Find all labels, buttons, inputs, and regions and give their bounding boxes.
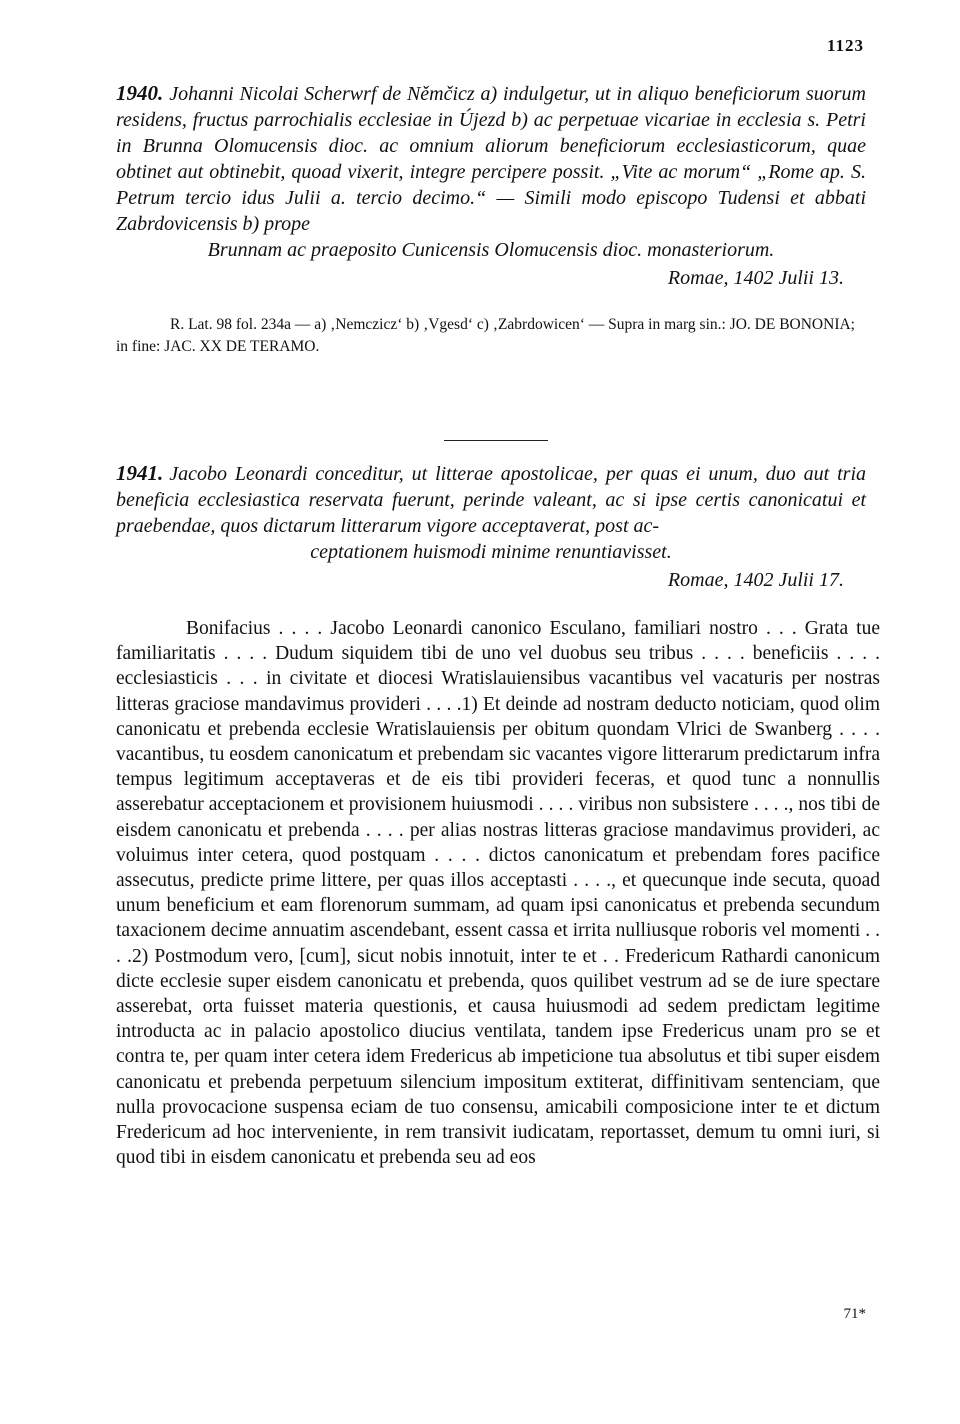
entry-1941 <box>116 460 866 592</box>
entry-heading-tail: Brunnam ac praeposito Cunicensis Olomucensis dioc. monasteriorum. <box>207 239 775 261</box>
entry-heading-text: Jacobo Leonardi conceditur, ut litterae apostolicae, per quas ei unum, duo aut tria beneficia ecclesiastica reservata fuerunt, perinde valeant, ac si ipse certis canonicatui et praebendae, quos dictarum litterarum vigore acceptaverat, post ac- <box>116 463 866 537</box>
entry-number: 1941. <box>116 461 164 485</box>
entry-heading-tail: ceptationem huismodi minime renuntiavisset. <box>310 541 672 563</box>
entry-heading-text: Johanni Nicolai Scherwrf de Němčicz a) indulgetur, ut in aliquo beneficiorum suorum residens, fructus parrochialis ecclesiae in Újezd b) ac perpetuae vicariae in ecclesia s. Petri in Brunna Olomucensis dioc. ac omnium aliorum beneficiorum ecclesiasticorum, quae obtinet aut obtinebit, quoad vixerit, integre percipere possit. „Vite ac morum“ „Rome ap. S. Petrum tercio idus Julii a. tercio decimo.“ — Simili modo episcopo Tudensi et abbati Zabrdovicensis b) prope <box>116 83 866 235</box>
signature-mark: 71* <box>843 1306 866 1322</box>
entry-1940 <box>116 80 866 358</box>
entry-heading <box>116 460 866 539</box>
section-divider <box>444 440 548 441</box>
entry-date: Romae, 1402 Julii 13. <box>667 267 844 289</box>
page-number: 1123 <box>826 36 864 55</box>
entry-number: 1940. <box>116 81 164 105</box>
document-body <box>116 616 880 1170</box>
entry-source-note: R. Lat. 98 fol. 234a — a) ‚Nemczicz‘ b) ‚Vgesd‘ c) ‚Zabrdowicen‘ — Supra in marg sin.: JO. DE BONONIA; in fine: JAC. XX DE TERAMO. <box>116 316 855 355</box>
body-paragraph: Bonifacius . . . . Jacobo Leonardi canonico Esculano, familiari nostro . . . Grata tue familiaritatis . . . . Dudum siquidem tibi de uno vel duobus seu tribus . . . . beneficiis . . . . ecclesiasticis . . . in civitate et diocesi Wratislauiensibus vacantibus vel vacaturis per nostras litteras graciose mandavimus provideri . . . .1) Et deinde ad nostram deducto noticiam, quod olim canonicatu et prebenda ecclesie Wratislauiensis per obitum quondam Vlrici de Swanberg . . . . vacantibus, tu eosdem canonicatum et prebendam sic vacantes vigore litterarum predictarum infra tempus legitimum acceptaveras et de eis tibi provideri feceras, et quod tunc a nonnullis asserebatur acceptacionem et provisionem huiusmodi . . . . viribus non subsistere . . . ., nos tibi de eisdem canonicatu et prebenda . . . . per alias nostras litteras graciose mandavimus provideri, ac voluimus inter cetera, quod postquam . . . . dictos canonicatum et prebendam fores pacifice assecutus, predicte prime littere, per quas illos acceptasti . . . ., et quecunque inde secuta, quoad unum beneficium et eam florenorum summam, ad quam ipsi canonicatus et prebenda secundum taxacionem decime annuatim ascendebant, essent cassa et irrita nulliusque roboris vel momenti . . . .2) Postmodum vero, [cum], sicut nobis innotuit, inter te et . . Fredericum Rathardi canonicum dicte ecclesie super eisdem canonicatu et prebenda, quos quilibet vestrum ad se de iure spectare asserebat, orta fuisset materia questionis, et causa huiusmodi ad sedem predictam legitime introducta ac in palacio apostolico diucius ventilata, tandem ipse Fredericus unam pro se et contra te, per quam inter cetera idem Fredericus ab impeticione tua absolutus et tibi super eisdem canonicatu et prebenda perpetuum silencium impositum extiterat, diffinitivam sentenciam, que nulla provocacione suspensa eciam de tuo consensu, amicabili composicione inter te et dictum Fredericum ad hoc interveniente, in rem transivit iudicatam, reportasset, demum tu omni iuri, si quod tibi in eisdem canonicatu et prebenda seu ad eos <box>116 618 880 1169</box>
entry-heading <box>116 80 866 237</box>
entry-date: Romae, 1402 Julii 17. <box>667 569 844 591</box>
